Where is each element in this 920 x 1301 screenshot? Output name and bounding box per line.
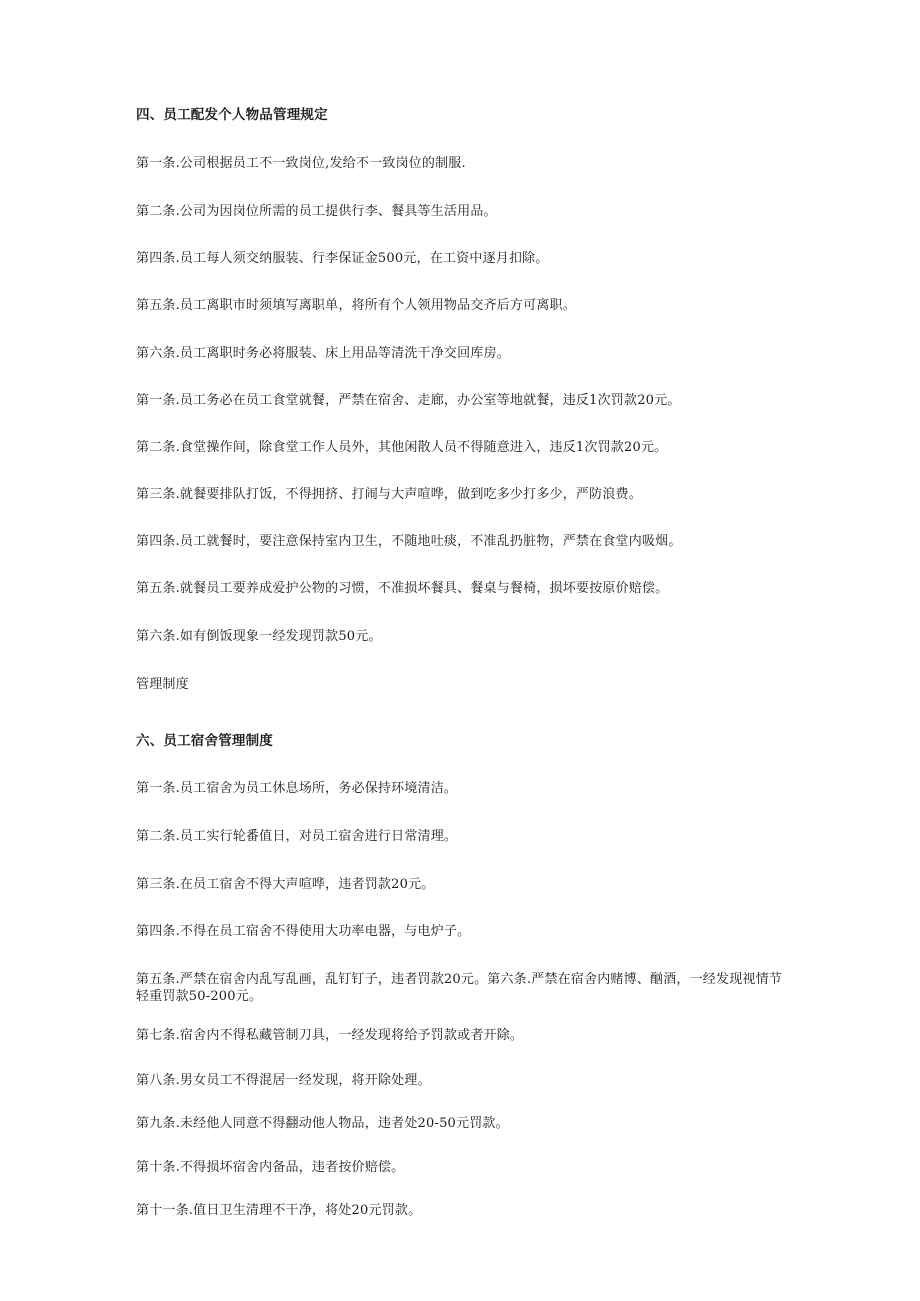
section-6-item: 第三条.在员工宿舍不得大声喧哗，违者罚款20元。 — [136, 877, 435, 892]
section-5-item: 第四条.员工就餐时，要注意保持室内卫生，不随地吐痰，不准乱扔脏物，严禁在食堂内吸烟。 — [136, 534, 682, 549]
section-6-heading: 六、员工宿舍管理制度 — [136, 733, 273, 749]
section-6-item: 第九条.未经他人同意不得翻动他人物品，违者处20-50元罚款。 — [136, 1116, 509, 1131]
section-4-heading: 四、员工配发个人物品管理规定 — [136, 107, 328, 123]
section-6-item: 第八条.男女员工不得混居一经发现，将开除处理。 — [136, 1073, 431, 1088]
section-4-item: 第五条.员工离职市时须填写离职单，将所有个人领用物品交齐后方可离职。 — [136, 298, 576, 313]
section-5-item: 第五条.就餐员工要养成爱护公物的习惯，不准损坏餐具、餐桌与餐椅，损坏要按原价赔偿。 — [136, 581, 669, 596]
section-6-item: 第十条.不得损坏宿舍内备品，违者按价赔偿。 — [136, 1160, 405, 1175]
section-4-item: 第六条.员工离职时务必将服装、床上用品等清洗干净交回库房。 — [136, 346, 510, 361]
section-5-item: 第六条.如有倒饭现象一经发现罚款50元。 — [136, 629, 382, 644]
section-6-item: 第五条.严禁在宿舍内乱写乱画，乱钉钉子，违者罚款20元。第六条.严禁在宿舍内赌博、酗酒，一经发现视情节轻重罚款50-200元。 — [136, 972, 783, 1004]
section-6-item: 第四条.不得在员工宿舍不得使用大功率电器，与电炉子。 — [136, 924, 471, 939]
section-5-footer: 管理制度 — [136, 677, 189, 692]
section-4-item: 第四条.员工每人须交纳服装、行李保证金500元，在工资中逐月扣除。 — [136, 251, 549, 266]
section-4-item: 第二条.公司为因岗位所需的员工提供行李、餐具等生活用品。 — [136, 204, 497, 219]
section-5-item: 第二条.食堂操作间，除食堂工作人员外，其他闲散人员不得随意进入，违反1次罚款20元。 — [136, 440, 668, 455]
section-6-item: 第七条.宿舍内不得私藏管制刀具，一经发现将给予罚款或者开除。 — [136, 1028, 524, 1043]
section-5-item: 第三条.就餐要排队打饭，不得拥挤、打闹与大声喧哗，做到吃多少打多少，严防浪费。 — [136, 487, 642, 502]
section-6-item: 第二条.员工实行轮番值日，对员工宿舍进行日常清理。 — [136, 829, 458, 844]
section-4-item: 第一条.公司根据员工不一致岗位,发给不一致岗位的制服. — [136, 156, 466, 171]
section-5-item: 第一条.员工务必在员工食堂就餐，严禁在宿舍、走廊，办公室等地就餐，违反1次罚款20元。 — [136, 393, 681, 408]
section-6-item: 第一条.员工宿舍为员工休息场所，务必保持环境清洁。 — [136, 781, 458, 796]
section-6-item: 第十一条.值日卫生清理不干净，将处20元罚款。 — [136, 1203, 422, 1218]
